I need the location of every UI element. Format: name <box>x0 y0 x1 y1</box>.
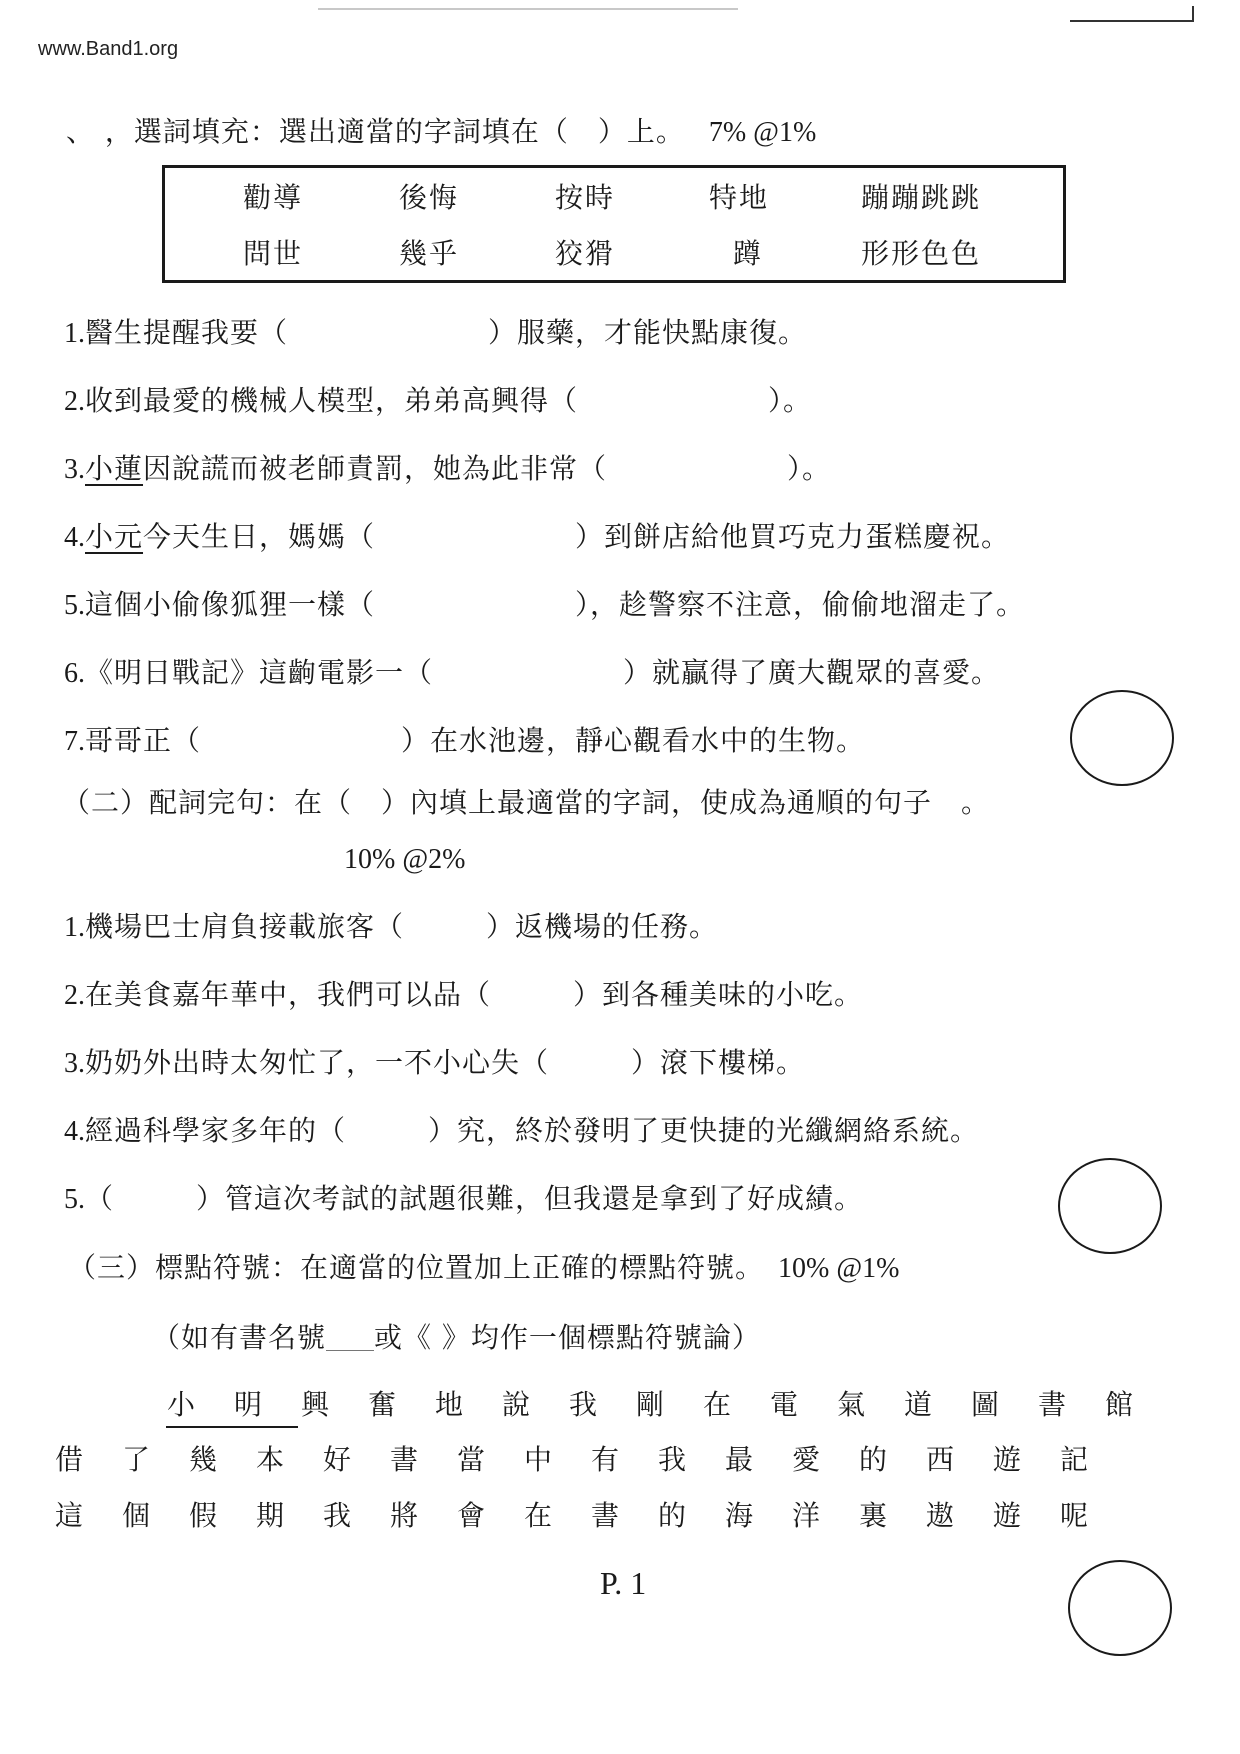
question-item: 1.醫生提醒我要（ ）服藥，才能快點康復。 <box>64 316 808 349</box>
passage-char: 洋 <box>791 1499 821 1532</box>
passage-char: 書 <box>1037 1388 1067 1421</box>
word-bank-item: 蹦蹦跳跳 <box>861 181 982 214</box>
passage-char: 這 <box>54 1499 84 1532</box>
passage-char: 在 <box>523 1499 553 1532</box>
passage-char: 圖 <box>970 1388 1000 1421</box>
question-item: 3.小蓮因說謊而被老師責罰，她為此非常（ ）。 <box>64 452 832 485</box>
passage-line-1 <box>148 1385 1153 1425</box>
passage-char: 幾 <box>188 1443 218 1476</box>
book-title-mark-sample: ______ <box>326 1332 375 1351</box>
passage-char: 我 <box>568 1388 598 1421</box>
passage-char: 在 <box>702 1388 732 1421</box>
question-item: 5.（ ）管這次考試的試題很難，但我還是拿到了好成績。 <box>64 1182 864 1215</box>
passage-char: 氣 <box>836 1388 866 1421</box>
scan-top-mark <box>1070 6 1194 22</box>
passage-char: 道 <box>903 1388 933 1421</box>
passage-char: 剛 <box>635 1388 665 1421</box>
watermark: www.Band1.org <box>38 38 179 60</box>
passage-char: 海 <box>724 1499 754 1532</box>
word-bank-item: 按時 <box>555 181 616 214</box>
question-item: 6.《明日戰記》這齣電影一（ ）就贏得了廣大觀眾的喜愛。 <box>64 656 1001 689</box>
score-circle <box>1070 690 1174 786</box>
section3-note: （如有書名號______或《 》均作一個標點符號論） <box>152 1321 761 1354</box>
passage-char: 最 <box>724 1443 754 1476</box>
page-number: P. 1 <box>600 1565 647 1601</box>
word-bank-item: 蹲 <box>733 237 764 270</box>
passage-char: 西 <box>925 1443 955 1476</box>
word-bank-item: 勸導 <box>243 181 304 214</box>
passage-char: 好 <box>322 1443 352 1476</box>
person-name: 小元 <box>85 520 144 553</box>
passage-char: 中 <box>523 1443 553 1476</box>
passage-char: 期 <box>255 1499 285 1532</box>
passage-char: 裏 <box>858 1499 888 1532</box>
passage-char: 我 <box>322 1499 352 1532</box>
passage-char: 將 <box>389 1499 419 1532</box>
passage-char: 個 <box>121 1499 151 1532</box>
passage-char: 奮 <box>367 1388 397 1421</box>
passage-char: 明 <box>233 1388 263 1421</box>
passage-char: 的 <box>858 1443 888 1476</box>
passage-char: 說 <box>501 1388 531 1421</box>
question-item: 5.這個小偷像狐狸一樣（ ），趁警察不注意，偷偷地溜走了。 <box>64 588 1026 621</box>
section2-score: 10% @2% <box>344 844 466 875</box>
passage-char: 我 <box>657 1443 687 1476</box>
word-bank-item: 狡猾 <box>555 237 616 270</box>
word-bank-item: 特地 <box>709 181 770 214</box>
passage-char: 館 <box>1104 1388 1134 1421</box>
passage-char: 本 <box>255 1443 285 1476</box>
word-bank <box>162 165 1066 283</box>
passage-char: 呢 <box>1059 1499 1089 1532</box>
passage-char: 會 <box>456 1499 486 1532</box>
question-item: 2.在美食嘉年華中，我們可以品（ ）到各種美味的小吃。 <box>64 978 864 1011</box>
passage-char: 愛 <box>791 1443 821 1476</box>
passage-line-2 <box>36 1440 1108 1480</box>
section1-score: 7% @1% <box>708 117 817 148</box>
question-item: 3.奶奶外出時太匆忙了，一不小心失（ ）滾下樓梯。 <box>64 1046 806 1079</box>
passage-char: 有 <box>590 1443 620 1476</box>
passage-char: 地 <box>434 1388 464 1421</box>
name-underline <box>166 1426 298 1428</box>
passage-char: 記 <box>1059 1443 1089 1476</box>
person-name: 小蓮 <box>85 452 144 485</box>
question-item: 4.小元今天生日，媽媽（ ）到餅店給他買巧克力蛋糕慶祝。 <box>64 520 1011 553</box>
question-item: 2.收到最愛的機械人模型，弟弟高興得（ ）。 <box>64 384 813 417</box>
passage-char: 遊 <box>992 1443 1022 1476</box>
question-item: 4.經過科學家多年的（ ）究，終於發明了更快捷的光纖網絡系統。 <box>64 1114 980 1147</box>
passage-char: 遊 <box>992 1499 1022 1532</box>
section3-score: 10% @1% <box>778 1253 900 1284</box>
section3-heading: （三）標點符號：在適當的位置加上正確的標點符號。 10% @1% <box>68 1251 900 1284</box>
passage-char: 書 <box>389 1443 419 1476</box>
passage-char: 書 <box>590 1499 620 1532</box>
passage-char: 假 <box>188 1499 218 1532</box>
question-item: 1.機場巴士肩負接載旅客（ ）返機場的任務。 <box>64 910 719 943</box>
score-circle <box>1068 1560 1172 1656</box>
passage-char: 興 <box>300 1388 330 1421</box>
word-bank-item: 後悔 <box>399 181 460 214</box>
question-item: 7.哥哥正（ ）在水池邊，靜心觀看水中的生物。 <box>64 724 866 757</box>
passage-char: 借 <box>54 1443 84 1476</box>
passage-char: 電 <box>769 1388 799 1421</box>
word-bank-item: 問世 <box>243 237 304 270</box>
word-bank-item: 幾乎 <box>399 237 460 270</box>
scan-top-line <box>318 8 738 10</box>
section1-prefix: 、 ，選詞填充： <box>66 115 279 148</box>
score-circle <box>1058 1158 1162 1254</box>
section2-heading: （二）配詞完句：在（ ）內填上最適當的字詞，使成為通順的句子 。 <box>62 786 991 819</box>
passage-line-3 <box>36 1496 1108 1536</box>
section1-heading <box>66 112 816 153</box>
passage-char: 的 <box>657 1499 687 1532</box>
section1-instruction: 選出適當的字詞填在（ ）上。 <box>278 115 685 148</box>
passage-char: 當 <box>456 1443 486 1476</box>
passage-char: 遨 <box>925 1499 955 1532</box>
word-bank-item: 形形色色 <box>861 237 982 270</box>
passage-char: 小 <box>166 1388 196 1421</box>
passage-char: 了 <box>121 1443 151 1476</box>
